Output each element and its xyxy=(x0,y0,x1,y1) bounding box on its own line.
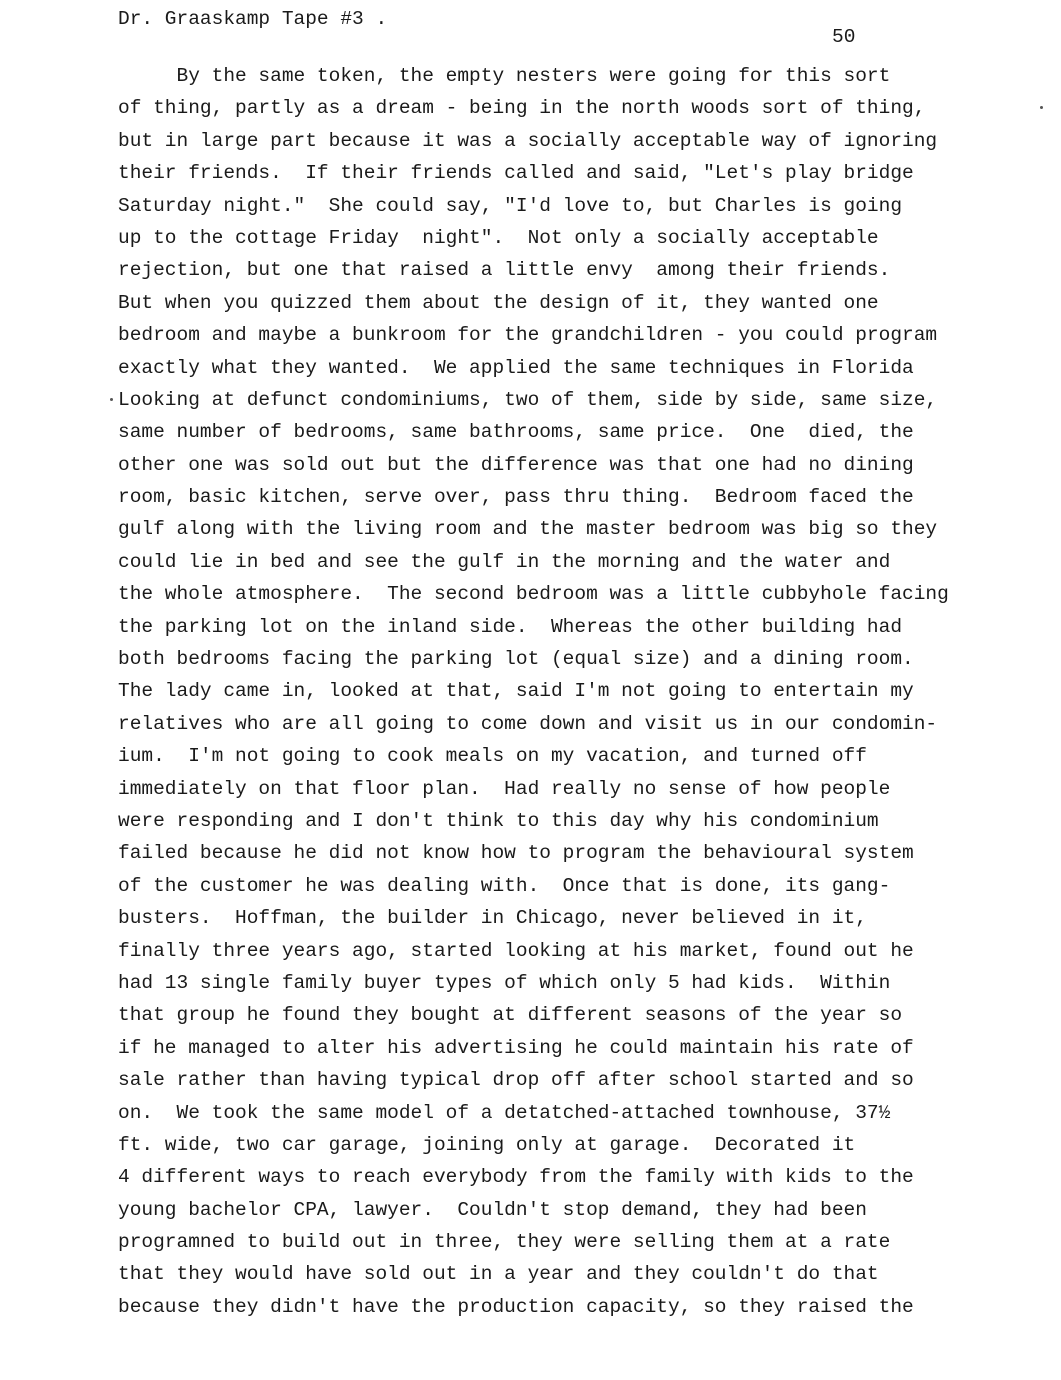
text-line: Saturday night." She could say, "I'd love to, but Charles is going xyxy=(118,194,903,217)
page-number: 50 xyxy=(832,26,856,48)
text-line: because they didn't have the production capacity, so they raised the xyxy=(118,1295,914,1318)
text-line: relatives who are all going to come down and visit us in our condomin- xyxy=(118,712,938,735)
scan-speck xyxy=(1040,106,1043,109)
text-line: both bedrooms facing the parking lot (equal size) and a dining room. xyxy=(118,648,914,671)
text-line: But when you quizzed them about the design of it, they wanted one xyxy=(118,291,879,314)
text-line: The lady came in, looked at that, said I'm not going to entertain my xyxy=(118,680,914,703)
text-line: their friends. If their friends called and said, "Let's play bridge xyxy=(118,162,914,185)
text-line: if he managed to alter his advertising he could maintain his rate of xyxy=(118,1036,914,1059)
text-line: had 13 single family buyer types of which only 5 had kids. Within xyxy=(118,971,891,994)
text-line: Looking at defunct condominiums, two of them, side by side, same size, xyxy=(118,388,938,411)
text-line: programned to build out in three, they were selling them at a rate xyxy=(118,1231,891,1254)
text-line: immediately on that floor plan. Had really no sense of how people xyxy=(118,777,891,800)
text-line: that group he found they bought at different seasons of the year so xyxy=(118,1004,903,1027)
transcript-body xyxy=(118,60,949,1323)
text-line: the whole atmosphere. The second bedroom was a little cubbyhole facing xyxy=(118,583,949,606)
text-line: up to the cottage Friday night". Not only a socially acceptable xyxy=(118,226,879,249)
text-line: failed because he did not know how to program the behavioural system xyxy=(118,842,914,865)
text-line: exactly what they wanted. We applied the same techniques in Florida xyxy=(118,356,914,379)
text-line: By the same token, the empty nesters were going for this sort xyxy=(118,65,891,87)
text-line: ft. wide, two car garage, joining only at garage. Decorated it xyxy=(118,1133,856,1156)
text-line: other one was sold out but the difference was that one had no dining xyxy=(118,453,914,476)
text-line: busters. Hoffman, the builder in Chicago, never believed in it, xyxy=(118,907,867,930)
text-line: sale rather than having typical drop off after school started and so xyxy=(118,1069,914,1092)
text-line: young bachelor CPA, lawyer. Couldn't stop demand, they had been xyxy=(118,1198,867,1221)
text-line: rejection, but one that raised a little envy among their friends. xyxy=(118,259,891,282)
text-line: ium. I'm not going to cook meals on my vacation, and turned off xyxy=(118,745,867,768)
text-line: finally three years ago, started looking at his market, found out he xyxy=(118,939,914,962)
document-header-title: Dr. Graaskamp Tape #3 . xyxy=(118,8,388,30)
text-line: same number of bedrooms, same bathrooms, same price. One died, the xyxy=(118,421,914,444)
text-line: of the customer he was dealing with. Once that is done, its gang- xyxy=(118,874,891,897)
text-line: on. We took the same model of a detatched-attached townhouse, 37½ xyxy=(118,1101,891,1124)
text-line: room, basic kitchen, serve over, pass thru thing. Bedroom faced the xyxy=(118,486,914,509)
text-line: that they would have sold out in a year and they couldn't do that xyxy=(118,1263,879,1286)
text-line: were responding and I don't think to this day why his condominium xyxy=(118,809,879,832)
text-line: 4 different ways to reach everybody from the family with kids to the xyxy=(118,1166,914,1189)
text-line: the parking lot on the inland side. Whereas the other building had xyxy=(118,615,903,638)
text-line: bedroom and maybe a bunkroom for the grandchildren - you could program xyxy=(118,324,938,347)
text-line: but in large part because it was a socially acceptable way of ignoring xyxy=(118,129,938,152)
text-line: of thing, partly as a dream - being in the north woods sort of thing, xyxy=(118,97,926,120)
scan-speck xyxy=(110,398,113,401)
text-line: could lie in bed and see the gulf in the morning and the water and xyxy=(118,550,891,573)
text-line: gulf along with the living room and the master bedroom was big so they xyxy=(118,518,938,541)
